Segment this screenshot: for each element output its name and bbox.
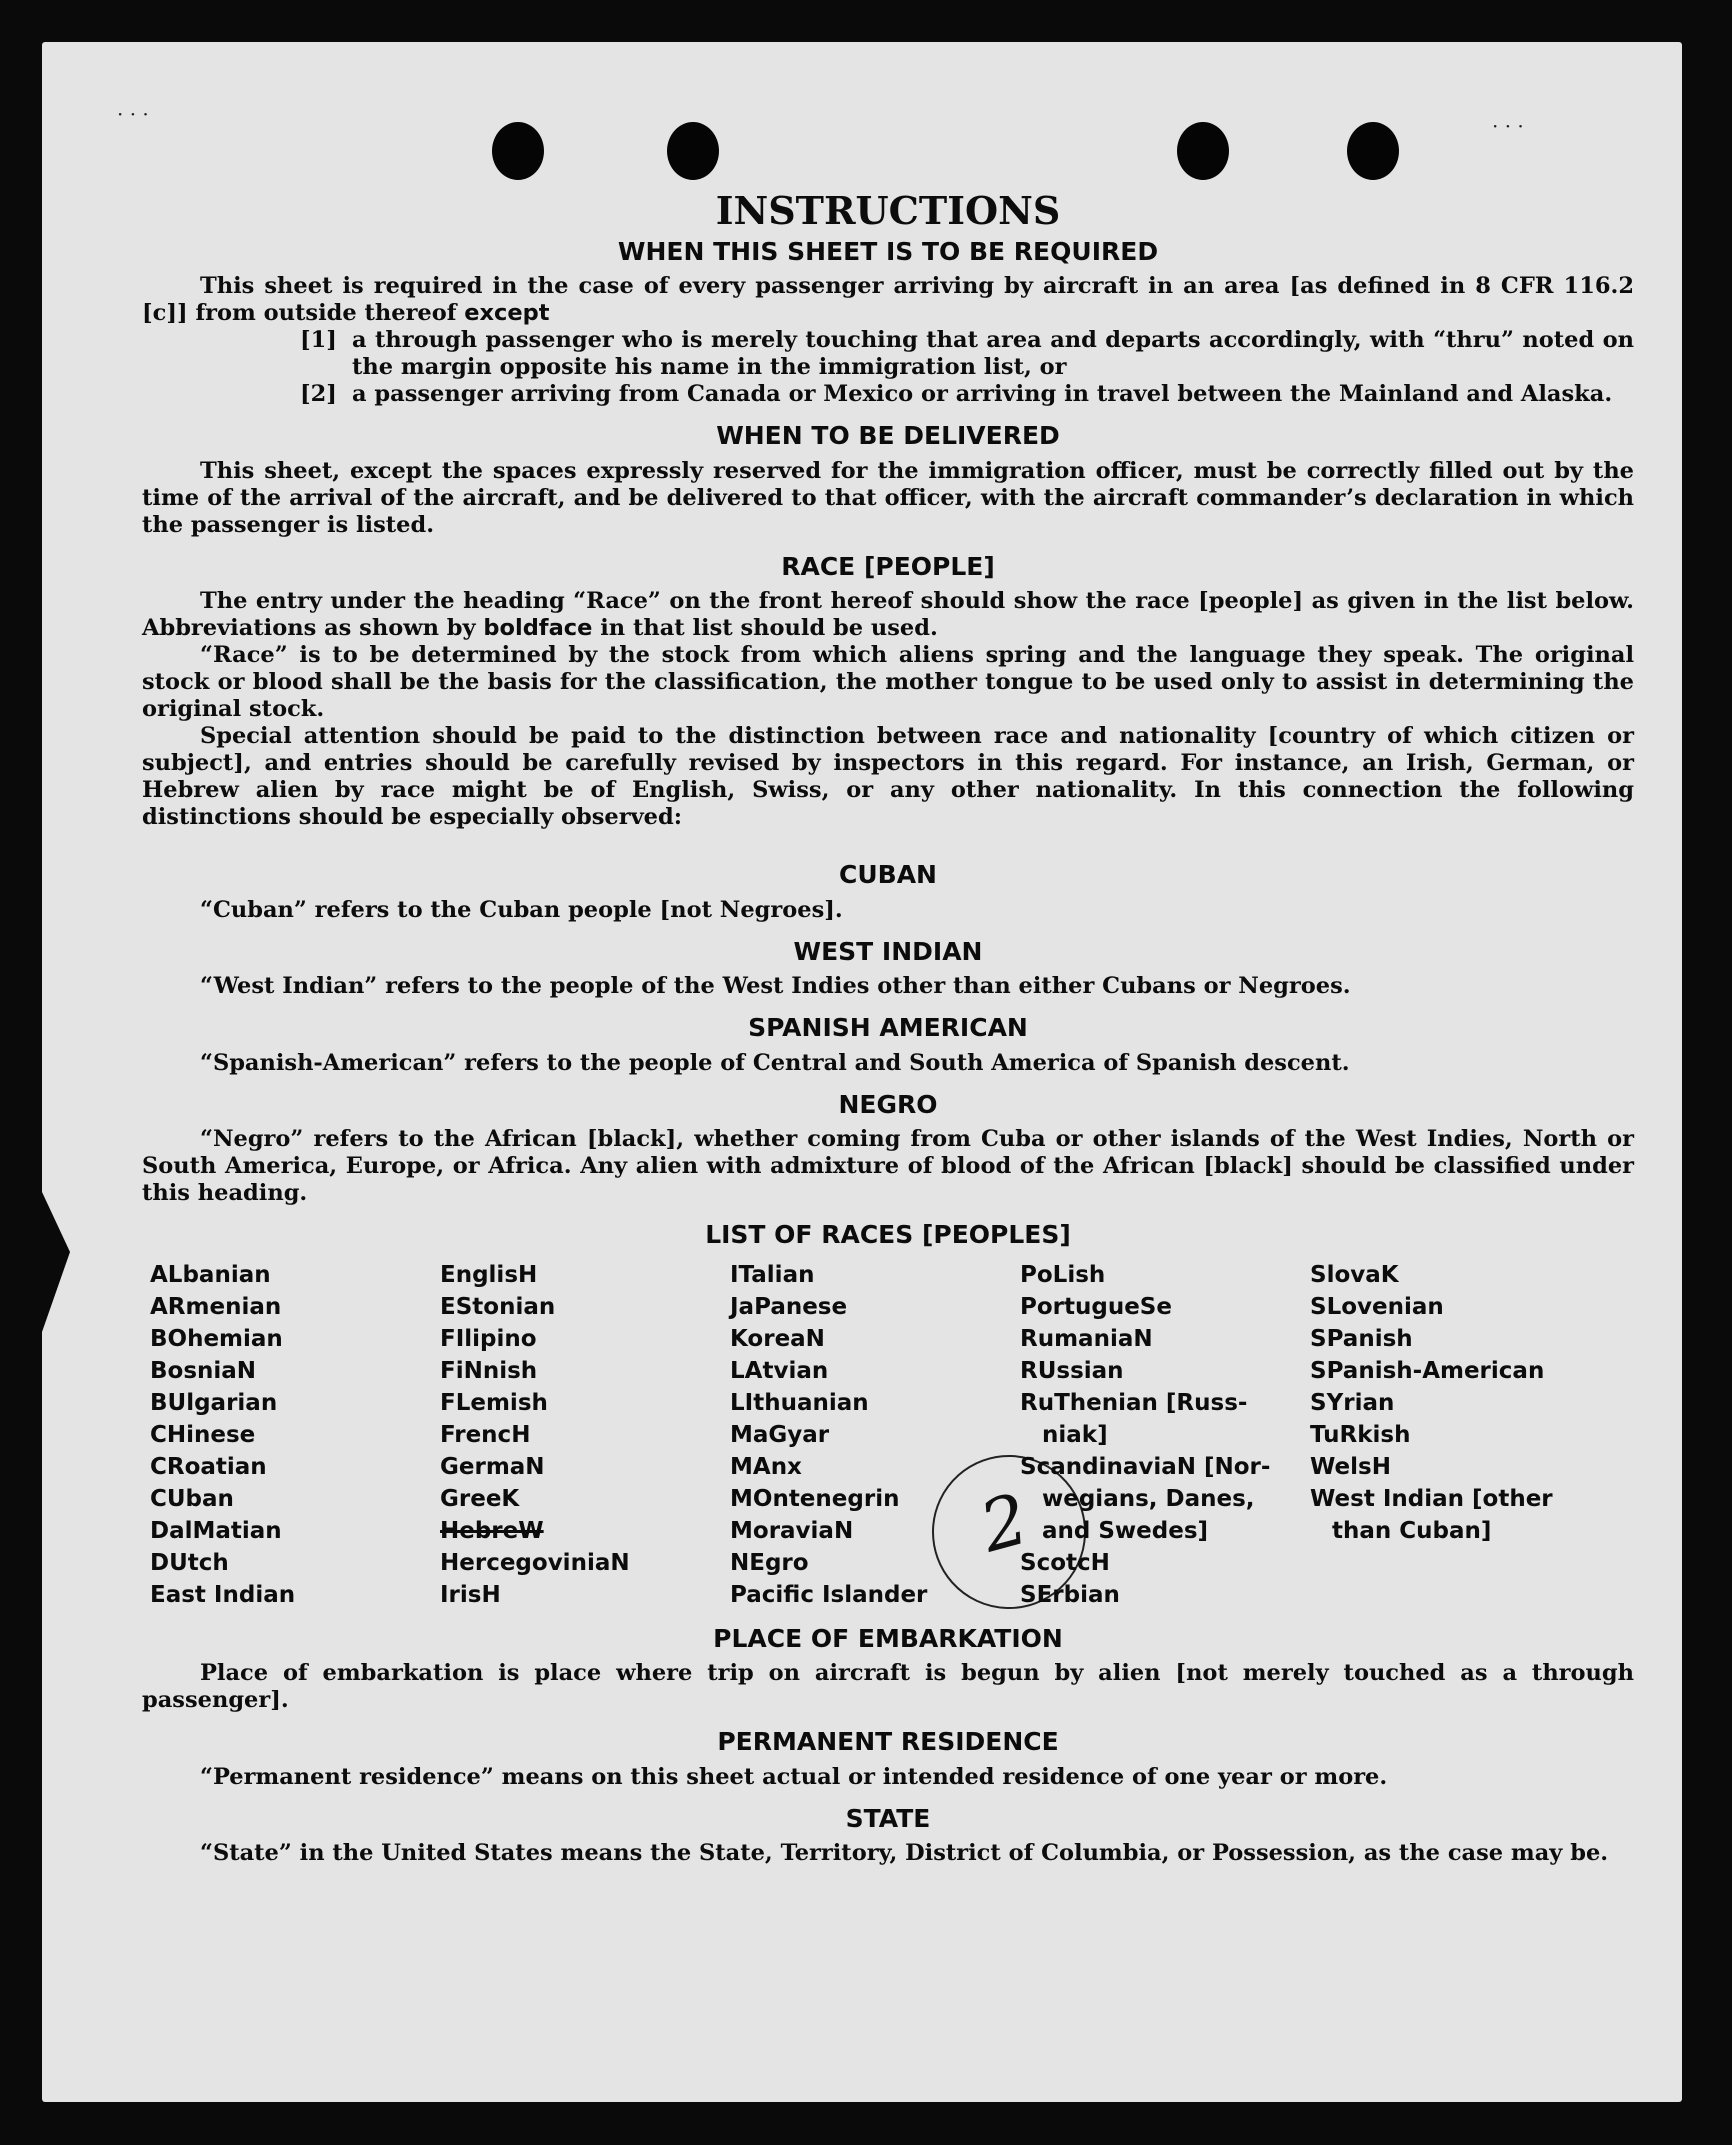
race-entry: BosniaN (150, 1357, 257, 1384)
section-heading: WEST INDIAN (793, 936, 983, 966)
punch-hole (492, 122, 544, 180)
paragraph: This sheet, except the spaces expressly reserved for the immigration officer, must be correctly filled out by the time of the arrival of the aircraft, and be delivered to that officer, with the aircraft commander’s declaration in which the passenger is listed. (142, 457, 1634, 538)
paragraph: This sheet is required in the case of every passenger arriving by aircraft in an area [as defined in 8 CFR 116.2 [c]] from outside thereof except (142, 273, 1634, 327)
race-entry: KoreaN (730, 1325, 825, 1352)
race-column (1020, 1259, 1310, 1611)
section-heading: SPANISH AMERICAN (748, 1013, 1028, 1043)
race-entry: CRoatian (150, 1453, 267, 1480)
paragraph: “West Indian” refers to the people of the West Indies other than either Cubans or Negroes. (200, 973, 1351, 1000)
paragraph: Place of embarkation is place where trip on aircraft is begun by alien [not merely touched as a through passenger]. (142, 1660, 1634, 1714)
race-entry: FLemish (440, 1389, 548, 1416)
race-entry: Pacific Islander (730, 1581, 928, 1608)
race-entry: MAnx (730, 1453, 802, 1480)
race-entry: RumaniaN (1020, 1325, 1153, 1352)
page-title: INSTRUCTIONS (715, 188, 1061, 233)
race-column (440, 1259, 730, 1611)
race-entry: BOhemian (150, 1325, 283, 1352)
paragraph: The entry under the heading “Race” on the front hereof should show the race [people] as given in the list below. Abbreviations as shown by boldface in that list should be used. (142, 588, 1634, 642)
paragraph: “State” in the United States means the State, Territory, District of Columbia, or Possession, as the case may be. (200, 1840, 1609, 1867)
race-entry: FiNnish (440, 1357, 538, 1384)
race-entry: SlovaK (1310, 1261, 1399, 1288)
race-list (150, 1259, 1634, 1611)
race-entry: CHinese (150, 1421, 256, 1448)
section-heading: WHEN THIS SHEET IS TO BE REQUIRED (617, 236, 1159, 266)
paragraph: “Spanish-American” refers to the people of Central and South America of Spanish descent. (200, 1049, 1350, 1076)
paragraph: “Negro” refers to the African [black], whether coming from Cuba or other islands of the West Indies, North or South America, Europe, or Africa. Any alien with admixture of blood of the African [black] should be classified under this heading. (142, 1126, 1634, 1207)
punch-hole (667, 122, 719, 180)
race-entry: RUssian (1020, 1357, 1124, 1384)
race-entry: CUban (150, 1485, 234, 1512)
race-entry: SErbian (1020, 1581, 1120, 1608)
race-entry: ScandinaviaN [Nor- (1020, 1453, 1271, 1480)
race-entry: GermaN (440, 1453, 545, 1480)
race-entry: JaPanese (730, 1293, 848, 1320)
race-entry: RuThenian [Russ- (1020, 1389, 1248, 1416)
race-entry: DUtch (150, 1549, 229, 1576)
race-entry: ITalian (730, 1261, 815, 1288)
paragraph: “Permanent residence” means on this sheet actual or intended residence of one year or more. (200, 1763, 1388, 1790)
race-entry: LAtvian (730, 1357, 829, 1384)
race-column (730, 1259, 1020, 1611)
punch-hole (1347, 122, 1399, 180)
race-entry: MOntenegrin (730, 1485, 900, 1512)
stamp-mark: 2 (972, 1477, 1037, 1569)
race-entry: IrisH (440, 1581, 501, 1608)
race-entry: SLovenian (1310, 1293, 1444, 1320)
race-entry: MaGyar (730, 1421, 830, 1448)
section-heading: CUBAN (839, 860, 937, 890)
instructions-content (142, 190, 1634, 1867)
race-entry-struck: HebreW (440, 1517, 544, 1544)
race-entry: TuRkish (1310, 1421, 1411, 1448)
race-entry: ARmenian (150, 1293, 282, 1320)
section-heading: LIST OF RACES [PEOPLES] (705, 1220, 1071, 1250)
race-entry: East Indian (150, 1581, 296, 1608)
race-entry: FrencH (440, 1421, 531, 1448)
race-column (1310, 1259, 1600, 1611)
race-entry: HercegoviniaN (440, 1549, 630, 1576)
list-item: [1] a through passenger who is merely touching that area and departs accordingly, with “thru” noted on the margin opposite his name in the immigration list, or (300, 327, 1634, 381)
race-entry: FIlipino (440, 1325, 537, 1352)
section-heading: RACE [PEOPLE] (781, 551, 995, 581)
race-entry: SYrian (1310, 1389, 1395, 1416)
race-entry: EStonian (440, 1293, 556, 1320)
exception-list (300, 327, 1634, 408)
race-entry: BUlgarian (150, 1389, 278, 1416)
section-heading: PERMANENT RESIDENCE (717, 1727, 1059, 1757)
torn-edge (42, 1192, 70, 1332)
race-entry: SPanish-American (1310, 1357, 1545, 1384)
race-entry: ScotcH (1020, 1549, 1110, 1576)
race-entry: EnglisH (440, 1261, 538, 1288)
race-entry: than Cuban] (1332, 1517, 1492, 1544)
ink-specks: · · · (1492, 114, 1524, 138)
section-heading: NEGRO (838, 1089, 938, 1119)
race-entry: PortugueSe (1020, 1293, 1172, 1320)
race-entry: ALbanian (150, 1261, 271, 1288)
race-entry: DalMatian (150, 1517, 282, 1544)
list-item: [2] a passenger arriving from Canada or Mexico or arriving in travel between the Mainland and Alaska. (300, 381, 1613, 408)
section-heading: WHEN TO BE DELIVERED (716, 421, 1060, 451)
race-entry: niak] (1042, 1421, 1108, 1448)
ink-specks: · · · (117, 102, 149, 126)
race-column (150, 1259, 440, 1611)
race-entry: SPanish (1310, 1325, 1413, 1352)
section-heading: STATE (845, 1803, 931, 1833)
race-entry: NEgro (730, 1549, 809, 1576)
race-entry: wegians, Danes, (1042, 1485, 1255, 1512)
race-entry: WelsH (1310, 1453, 1391, 1480)
race-entry: PoLish (1020, 1261, 1106, 1288)
paragraph: “Race” is to be determined by the stock from which aliens spring and the language they speak. The original stock or blood shall be the basis for the classification, the mother tongue to be used only to assist in determining the original stock. (142, 642, 1634, 723)
section-heading: PLACE OF EMBARKATION (713, 1623, 1063, 1653)
race-entry: and Swedes] (1042, 1517, 1209, 1544)
race-entry: GreeK (440, 1485, 520, 1512)
paragraph: “Cuban” refers to the Cuban people [not Negroes]. (200, 896, 843, 923)
document-sheet (42, 42, 1682, 2102)
paragraph: Special attention should be paid to the distinction between race and nationality [country of which citizen or subject], and entries should be carefully revised by inspectors in this regard. For instance, an Irish, German, or Hebrew alien by race might be of English, Swiss, or any other nationality. In this connection the following distinctions should be especially observed: (142, 723, 1634, 831)
race-entry: LIthuanian (730, 1389, 869, 1416)
race-entry: MoraviaN (730, 1517, 854, 1544)
race-entry: West Indian [other (1310, 1485, 1553, 1512)
punch-hole (1177, 122, 1229, 180)
